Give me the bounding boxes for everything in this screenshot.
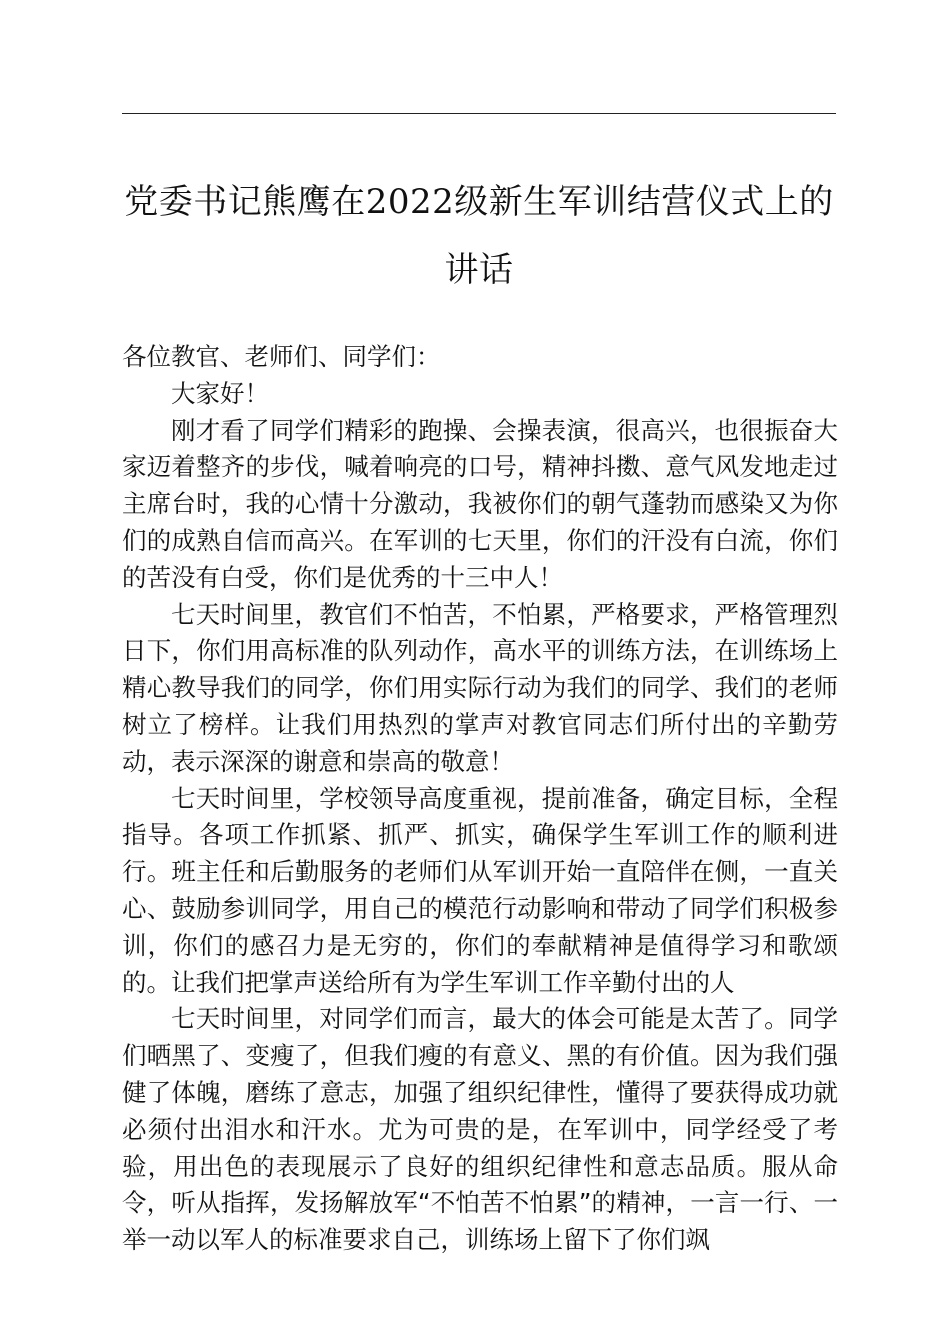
- paragraph: 七天时间里，教官们不怕苦，不怕累，严格要求，严格管理烈日下，你们用高标准的队列动作，高水平的训练方法，在训练场上精心教导我们的同学，你们用实际行动为我们的同学、我们的老师树立了榜样。让我们用热烈的掌声对教官同志们所付出的辛勤劳动，表示深深的谢意和崇高的敬意！: [122, 599, 838, 776]
- paragraph-greeting: 大家好！: [171, 378, 269, 408]
- paragraph: 刚才看了同学们精彩的跑操、会操表演，很高兴，也很振奋大家迈着整齐的步伐，喊着响亮的口号，精神抖擞、意气风发地走过主席台时，我的心情十分激动，我被你们的朝气蓬勃而感染又为你们的成熟自信而高兴。在军训的七天里，你们的汗没有白流，你们的苦没有白受，你们是优秀的十三中人！: [122, 415, 838, 592]
- paragraph: 七天时间里，对同学们而言，最大的体会可能是太苦了。同学们晒黑了、变瘦了，但我们瘦的有意义、黑的有价值。因为我们强健了体魄，磨练了意志，加强了组织纪律性，懂得了要获得成功就必须付出泪水和汗水。尤为可贵的是，在军训中，同学经受了考验，用出色的表现展示了良好的组织纪律性和意志品质。服从命令，听从指挥，发扬解放军“不怕苦不怕累”的精神，一言一行、一举一动以军人的标准要求自己，训练场上留下了你们飒: [122, 1004, 838, 1255]
- header-rule: [122, 113, 836, 114]
- salutation: 各位教官、老师们、同学们：: [122, 342, 441, 371]
- document-title: 党委书记熊鹰在2022级新生军训结营仪式上的讲话: [124, 182, 834, 290]
- document-body: [122, 339, 838, 1259]
- paragraph: 七天时间里，学校领导高度重视，提前准备，确定目标，全程指导。各项工作抓紧、抓严、抓实，确保学生军训工作的顺利进行。班主任和后勤服务的老师们从军训开始一直陪伴在侧，一直关心、鼓励参训同学，用自己的模范行动影响和带动了同学们积极参训，你们的感召力是无穷的，你们的奉献精神是值得学习和歌颂的。让我们把掌声送给所有为学生军训工作辛勤付出的人: [122, 783, 838, 997]
